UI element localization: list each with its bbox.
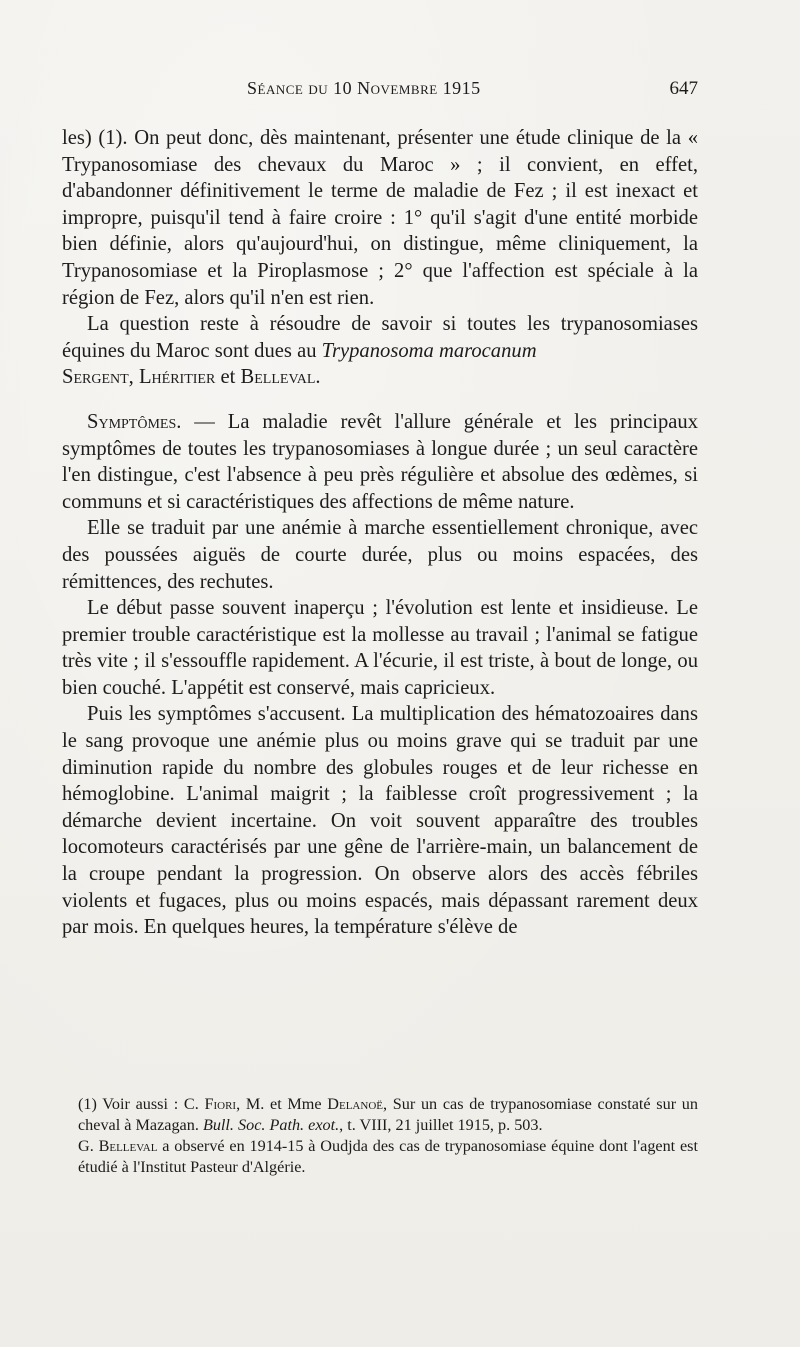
author-name: Belleval <box>98 1137 158 1155</box>
footnote-text: , Sur un cas de trypanosomiase constaté sur un cheval à Mazagan. <box>78 1095 698 1134</box>
footnote-marker: (1) <box>78 1095 97 1113</box>
main-text <box>62 125 698 941</box>
section-heading: Symptômes. <box>87 410 182 433</box>
separator: et <box>215 366 241 389</box>
paragraph-continuation <box>62 125 698 311</box>
author-name: Fiori <box>204 1095 237 1113</box>
running-head: Séance du 10 Novembre 1915 <box>247 78 481 98</box>
period: . <box>315 366 321 389</box>
paragraph-progression <box>62 701 698 940</box>
separator: , <box>128 366 139 389</box>
paragraph-text: les) (1). On peut donc, dès maintenant, présenter une étude clinique de la « Trypanosomiase des chevaux du Maroc » ; il convient, en effet, d'abandonner définitivement le terme de maladie de Fez ; il est inexact et impropre, puisqu'il tend à faire croire : 1° qu'il s'agit d'une entité morbide bien définie, alors qu'aujourd'hui, on distingue, même cliniquement, la Trypanosomiase et la Piroplasmose ; 2° que l'affection est spéciale à la région de Fez, alors qu'il n'en est rien. <box>62 127 698 309</box>
paragraph-anemia <box>62 515 698 595</box>
author-name: Sergent <box>62 366 129 389</box>
footnote-text: Voir aussi : C. <box>96 1095 205 1113</box>
footnote-2 <box>78 1136 698 1178</box>
footnotes <box>78 1094 698 1178</box>
journal-title: Bull. Soc. Path. exot. <box>202 1116 340 1134</box>
paragraph-text: Le début passe souvent inaperçu ; l'évolution est lente et insidieuse. Le premier trouble caractéristique est la mollesse au travail ; l'animal se fatigue très vite ; il s'essouffle rapidement. A l'écurie, il est triste, à bout de longe, ou bien couché. L'appétit est conservé, mais capricieux. <box>62 597 698 699</box>
paragraph-onset <box>62 595 698 701</box>
footnote-1 <box>78 1094 698 1136</box>
footnote-text: G. <box>78 1137 99 1155</box>
footnote-text: , t. VIII, 21 juillet 1915, p. 503. <box>339 1116 543 1134</box>
paragraph-text: Puis les symptômes s'accusent. La multiplication des hématozoaires dans le sang provoque une anémie plus ou moins grave qui se traduit par une diminution rapide du nombre des globules rouges et de leur richesse en hémoglobine. L'animal maigrit ; la faiblesse croît progressivement ; la démarche devient incertaine. On voit souvent apparaître des troubles locomoteurs caractérisés par une gêne de l'arrière-main, un balancement de la croupe pendant la progression. On observe alors des accès fébriles violents et fugaces, plus ou moins espacés, mais dépassant rarement deux par mois. En quelques heures, la température s'élève de <box>62 703 698 939</box>
species-name: Trypanosoma marocanum <box>321 339 537 362</box>
page-number: 647 <box>669 78 698 99</box>
page-header <box>62 78 698 106</box>
paragraph-question <box>62 311 698 391</box>
author-name: Belleval <box>240 366 316 389</box>
paragraph-text: — La maladie revêt l'allure générale et les principaux symptômes de toutes les trypanosomiases à longue durée ; un seul caractère l'en distingue, c'est l'absence à peu près régulière et absolue des œdèmes, si communs et si caractéristiques des affections de même nature. <box>62 410 698 513</box>
footnote-text: , M. et Mme <box>236 1095 328 1113</box>
author-name: Lhéritier <box>138 366 216 389</box>
paragraph-symptoms <box>62 409 698 515</box>
author-name: Delanoë <box>327 1095 383 1113</box>
footnote-text: a observé en 1914-15 à Oudjda des cas de trypanosomiase équine dont l'agent est étudié à l'Institut Pasteur d'Algérie. <box>78 1137 698 1176</box>
paragraph-text: La question reste à résoudre de savoir si toutes les trypanosomiases équines du Maroc sont dues au <box>62 313 698 362</box>
paragraph-text: Elle se traduit par une anémie à marche essentiellement chronique, avec des poussées aiguës de courte durée, plus ou moins espacées, des rémittences, des rechutes. <box>62 517 698 593</box>
